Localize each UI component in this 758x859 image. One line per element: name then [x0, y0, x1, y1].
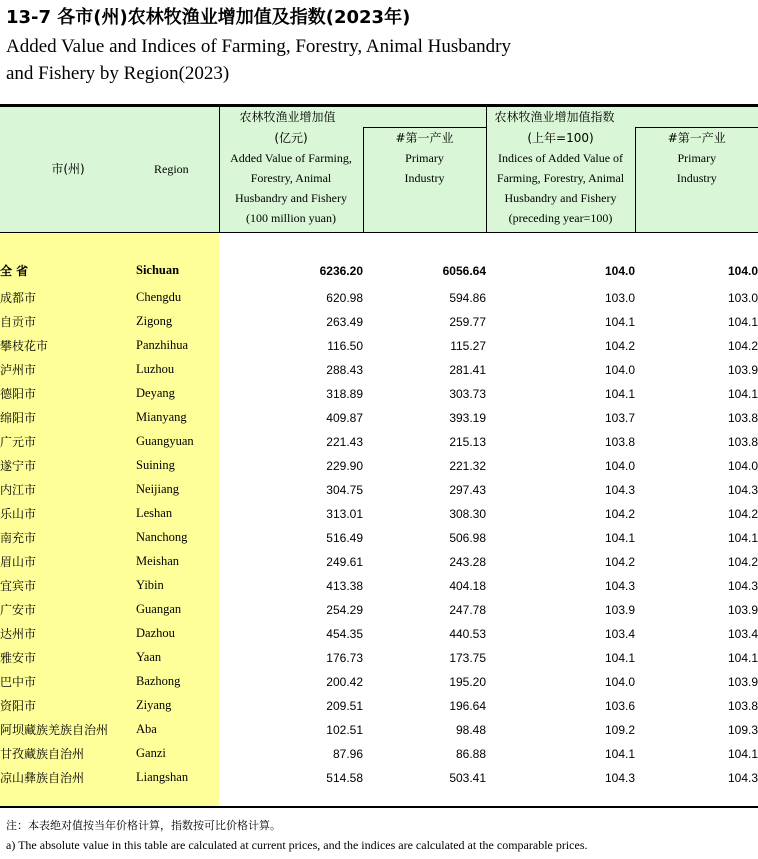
row-index: 103.0	[604, 290, 636, 305]
row-value-primary: 503.41	[449, 770, 487, 785]
header-index-group-title: 农林牧渔业增加值指数	[486, 106, 758, 128]
row-value: 304.75	[326, 482, 363, 497]
row-name-zh: 甘孜藏族自治州	[0, 742, 136, 766]
table-row	[0, 358, 758, 382]
table-row	[0, 502, 758, 526]
row-name-en: Yaan	[136, 646, 219, 670]
row-value: 87.96	[332, 746, 363, 761]
header-value-group-title: 农林牧渔业增加值	[219, 106, 486, 128]
row-name-en: Panzhihua	[136, 334, 219, 358]
row-index-primary: 104.3	[728, 482, 758, 497]
row-index-primary: 104.2	[728, 506, 758, 521]
row-name-zh: 宜宾市	[0, 574, 136, 598]
row-name-zh: 广安市	[0, 598, 136, 622]
row-value-primary: 221.32	[449, 458, 487, 473]
table-row	[0, 742, 758, 766]
row-name-en: Nanchong	[136, 526, 219, 550]
row-value-primary: 506.98	[449, 530, 487, 545]
row-value: 6236.20	[319, 263, 363, 278]
row-index-primary: 103.8	[728, 434, 758, 449]
table-title-zh: 13-7 各市(州)农林牧渔业增加值及指数(2023年)	[6, 7, 411, 28]
row-name-zh: 巴中市	[0, 670, 136, 694]
row-value: 221.43	[326, 434, 363, 449]
row-name-en: Liangshan	[136, 766, 219, 790]
table-row-total	[0, 250, 758, 286]
row-value-primary: 281.41	[449, 362, 487, 377]
row-index: 104.0	[604, 362, 636, 377]
table-row	[0, 454, 758, 478]
row-index-primary: 104.1	[728, 530, 758, 545]
row-name-zh: 自贡市	[0, 310, 136, 334]
row-name-zh: 内江市	[0, 478, 136, 502]
row-value-primary: 115.27	[450, 338, 487, 353]
row-name-zh: 乐山市	[0, 502, 136, 526]
row-value: 318.89	[326, 386, 363, 401]
row-value: 288.43	[326, 362, 363, 377]
row-index-primary: 104.1	[728, 650, 758, 665]
table-row	[0, 718, 758, 742]
row-name-en: Aba	[136, 718, 219, 742]
row-name-zh: 遂宁市	[0, 454, 136, 478]
row-value-primary: 440.53	[449, 626, 487, 641]
row-value-primary: 303.73	[449, 386, 487, 401]
row-index: 104.3	[604, 770, 636, 785]
table-row	[0, 670, 758, 694]
row-index-primary: 104.1	[728, 386, 758, 401]
row-index: 104.0	[604, 458, 636, 473]
row-name-zh: 成都市	[0, 286, 136, 310]
row-value-primary: 308.30	[449, 506, 487, 521]
footnote-en: a) The absolute value in this table are calculated at current prices, and the indices are calculated at the comparable prices.	[6, 838, 588, 852]
row-name-en: Bazhong	[136, 670, 219, 694]
row-index-primary: 104.3	[728, 770, 758, 785]
row-name-zh: 攀枝花市	[0, 334, 136, 358]
row-index: 104.1	[604, 314, 636, 329]
header-value-desc: (亿元) Added Value of Farming, Forestry, Animal Husbandry and Fishery (100 million yuan)	[219, 128, 363, 233]
row-value: 200.42	[326, 674, 363, 689]
row-value-primary: 243.28	[449, 554, 487, 569]
row-name-en: Dazhou	[136, 622, 219, 646]
row-index: 104.2	[604, 338, 636, 353]
row-value: 102.51	[326, 722, 363, 737]
row-index: 104.1	[604, 530, 636, 545]
row-name-en: Suining	[136, 454, 219, 478]
table-title-en-line1: Added Value and Indices of Farming, Forestry, Animal Husbandry	[6, 36, 511, 57]
table-row	[0, 478, 758, 502]
row-value: 176.73	[326, 650, 363, 665]
row-index-primary: 103.9	[728, 602, 758, 617]
table-row	[0, 622, 758, 646]
row-value: 409.87	[326, 410, 363, 425]
row-value: 116.50	[327, 338, 363, 353]
row-index: 104.2	[604, 506, 636, 521]
row-index: 104.3	[604, 482, 636, 497]
row-index: 104.2	[604, 554, 636, 569]
row-value: 254.29	[326, 602, 363, 617]
row-value: 249.61	[326, 554, 363, 569]
row-index: 104.0	[604, 263, 636, 278]
row-index-primary: 103.4	[728, 626, 758, 641]
row-value-primary: 98.48	[455, 722, 487, 737]
row-name-zh: 眉山市	[0, 550, 136, 574]
row-value: 516.49	[326, 530, 363, 545]
header-index-primary: #第一产业 Primary Industry	[635, 128, 758, 233]
row-name-zh: 全 省	[0, 250, 136, 286]
row-index-primary: 109.3	[728, 722, 758, 737]
row-index-primary: 104.0	[728, 458, 758, 473]
row-index: 104.1	[604, 746, 636, 761]
table-row	[0, 694, 758, 718]
row-value-primary: 215.13	[449, 434, 487, 449]
table-row	[0, 598, 758, 622]
row-index-primary: 103.8	[728, 410, 758, 425]
data-table	[0, 104, 758, 808]
row-value: 209.51	[326, 698, 363, 713]
row-index-primary: 104.1	[728, 314, 758, 329]
row-name-zh: 南充市	[0, 526, 136, 550]
row-value: 229.90	[326, 458, 363, 473]
table-row	[0, 430, 758, 454]
row-name-en: Guangyuan	[136, 430, 219, 454]
row-index-primary: 104.2	[728, 338, 758, 353]
row-value-primary: 393.19	[449, 410, 487, 425]
row-index: 103.4	[604, 626, 636, 641]
row-name-en: Yibin	[136, 574, 219, 598]
row-index-primary: 103.0	[728, 290, 758, 305]
row-name-en: Neijiang	[136, 478, 219, 502]
table-row	[0, 406, 758, 430]
row-name-zh: 阿坝藏族羌族自治州	[0, 718, 136, 742]
row-value-primary: 6056.64	[442, 263, 487, 278]
row-name-en: Ganzi	[136, 742, 219, 766]
row-index: 103.6	[604, 698, 636, 713]
row-name-en: Leshan	[136, 502, 219, 526]
row-index-primary: 103.8	[728, 698, 758, 713]
row-name-zh: 广元市	[0, 430, 136, 454]
table-header	[0, 106, 758, 233]
row-name-zh: 凉山彝族自治州	[0, 766, 136, 790]
row-value-primary: 297.43	[449, 482, 487, 497]
row-name-en: Zigong	[136, 310, 219, 334]
row-name-en: Ziyang	[136, 694, 219, 718]
row-name-en: Guangan	[136, 598, 219, 622]
row-name-en: Luzhou	[136, 358, 219, 382]
row-index-primary: 103.9	[728, 362, 758, 377]
table-row	[0, 334, 758, 358]
row-value: 454.35	[326, 626, 363, 641]
row-index-primary: 104.1	[728, 746, 758, 761]
header-region-en: Region	[136, 106, 219, 233]
row-name-en: Sichuan	[136, 250, 219, 286]
table-row	[0, 646, 758, 670]
row-index-primary: 103.9	[728, 674, 758, 689]
row-name-zh: 雅安市	[0, 646, 136, 670]
table-row	[0, 766, 758, 790]
row-name-en: Deyang	[136, 382, 219, 406]
table-title-en-line2: and Fishery by Region(2023)	[6, 63, 230, 84]
row-value: 620.98	[326, 290, 363, 305]
row-value: 263.49	[326, 314, 363, 329]
row-index: 104.0	[604, 674, 636, 689]
row-value-primary: 196.64	[449, 698, 487, 713]
header-city-zh: 市(州)	[0, 106, 136, 233]
row-value-primary: 259.77	[449, 314, 487, 329]
table-row	[0, 550, 758, 574]
row-index: 103.7	[604, 410, 636, 425]
footnote-zh: 注：本表绝对值按当年价格计算，指数按可比价格计算。	[6, 819, 281, 832]
row-index: 103.8	[604, 434, 636, 449]
row-index: 104.1	[604, 386, 636, 401]
row-index-primary: 104.2	[728, 554, 758, 569]
row-name-zh: 德阳市	[0, 382, 136, 406]
row-value-primary: 594.86	[449, 290, 487, 305]
row-name-en: Meishan	[136, 550, 219, 574]
row-index: 104.1	[604, 650, 636, 665]
row-index: 103.9	[604, 602, 636, 617]
table-row	[0, 382, 758, 406]
table-body	[0, 232, 758, 807]
row-value: 313.01	[326, 506, 363, 521]
row-value-primary: 195.20	[449, 674, 487, 689]
row-value: 413.38	[326, 578, 363, 593]
table-row	[0, 310, 758, 334]
row-name-zh: 资阳市	[0, 694, 136, 718]
row-value-primary: 86.88	[455, 746, 487, 761]
row-value-primary: 404.18	[449, 578, 487, 593]
row-name-en: Mianyang	[136, 406, 219, 430]
table-row	[0, 526, 758, 550]
row-index-primary: 104.3	[728, 578, 758, 593]
table-row	[0, 574, 758, 598]
row-value-primary: 173.75	[449, 650, 487, 665]
table-row	[0, 286, 758, 310]
header-value-primary: #第一产业 Primary Industry	[363, 128, 486, 233]
row-name-zh: 泸州市	[0, 358, 136, 382]
row-index: 109.2	[604, 722, 636, 737]
row-name-en: Chengdu	[136, 286, 219, 310]
row-name-zh: 达州市	[0, 622, 136, 646]
row-value: 514.58	[326, 770, 363, 785]
row-name-zh: 绵阳市	[0, 406, 136, 430]
row-value-primary: 247.78	[449, 602, 487, 617]
row-index-primary: 104.0	[728, 263, 758, 278]
header-index-desc: (上年=100) Indices of Added Value of Farming, Forestry, Animal Husbandry and Fishery (preceding year=100)	[486, 128, 635, 233]
row-index: 104.3	[604, 578, 636, 593]
